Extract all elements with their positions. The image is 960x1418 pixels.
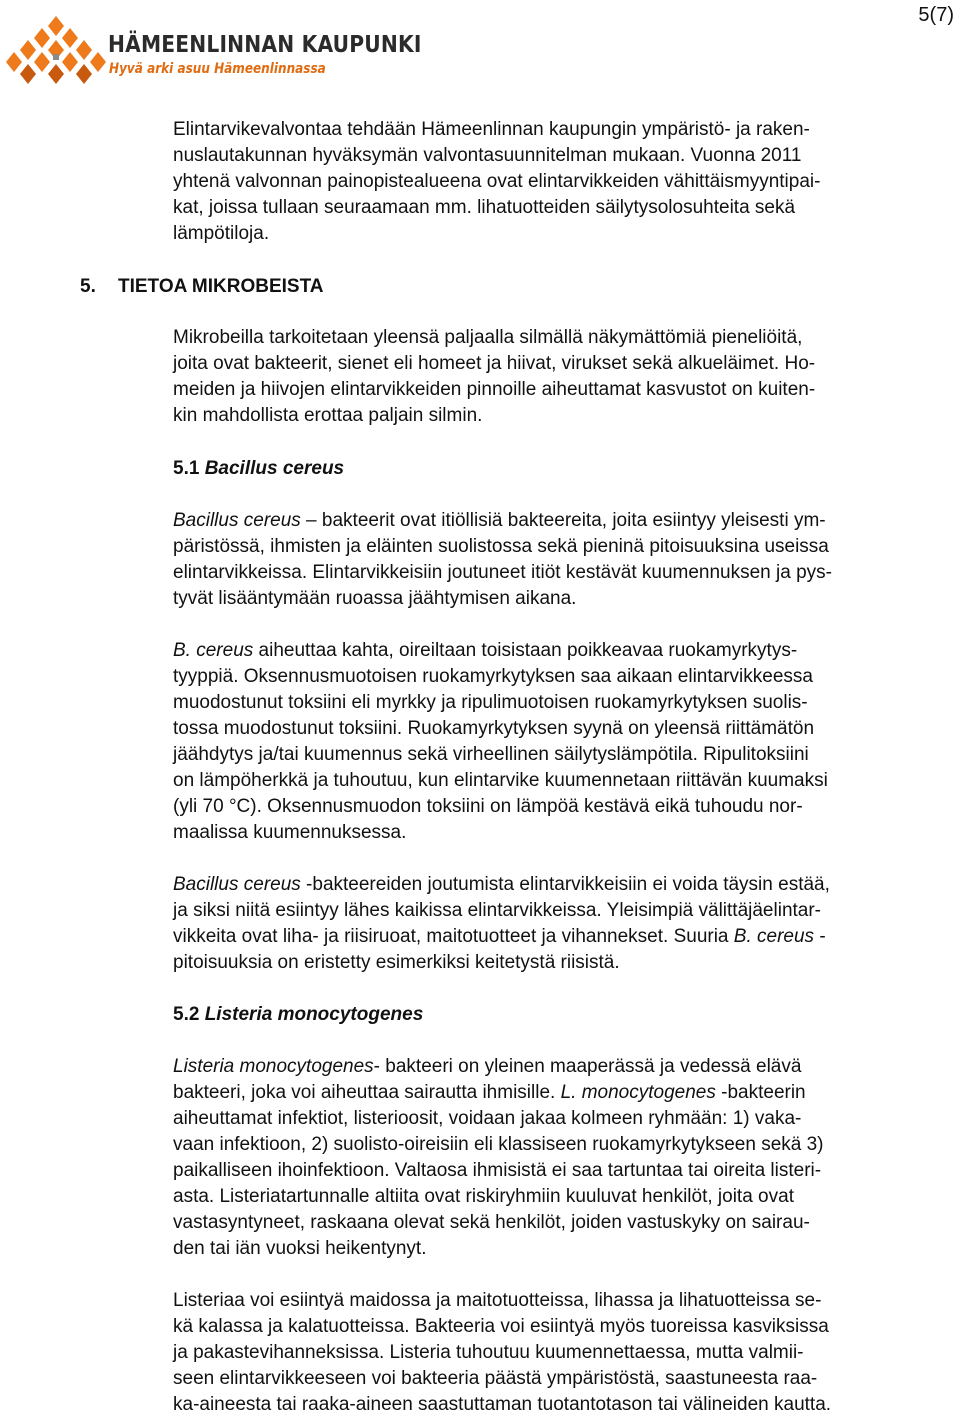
species-name: Listeria monocytogenes — [173, 1056, 374, 1077]
text-line: meiden ja hiivojen elintarvikkeiden pinnoille aiheuttamat kasvustot on kuiten- — [173, 379, 816, 400]
city-emblem-icon — [6, 14, 106, 86]
text-line: on lämpöherkkä ja tuhoutuu, kun elintarvike kuumennetaan riittävän kuumaksi — [173, 770, 828, 791]
text-span: -bakteereiden joutumista elintarvikkeisiin ei voida täysin estää, — [300, 874, 830, 895]
logo-title: HÄMEENLINNAN KAUPUNKI — [108, 32, 422, 58]
text-line: elintarvikkeissa. Elintarvikkeisiin joutuneet itiöt kestävät kuumennuksen ja pys- — [173, 562, 832, 583]
listeria-paragraph-2 — [173, 1288, 960, 1418]
text-line — [173, 872, 960, 898]
bacillus-paragraph-2 — [173, 638, 960, 846]
text-line — [173, 924, 960, 950]
text-line: Listeriaa voi esiintyä maidossa ja maitotuotteissa, lihassa ja lihatuotteissa se- — [173, 1290, 822, 1311]
text-line: aiheuttamat infektiot, listerioosit, voidaan jakaa kolmeen ryhmään: 1) vaka- — [173, 1108, 802, 1129]
text-span: bakteeri, joka voi aiheuttaa sairautta ihmisille. — [173, 1082, 561, 1103]
text-line — [173, 1080, 960, 1106]
text-line — [173, 638, 960, 664]
text-line: ka-aineesta tai raaka-aineen saastuttaman tuotantotason tai välineiden kautta. — [173, 1394, 832, 1415]
text-line: ja pakastevihanneksissa. Listeria tuhoutuu kuumennettaessa, mutta valmii- — [173, 1342, 804, 1363]
text-line: pitoisuuksia on eristetty esimerkiksi keitetystä riisistä. — [173, 952, 620, 973]
text-line: tossa muodostunut toksiini. Ruokamyrkytyksen syynä on yleensä riittämätön — [173, 718, 815, 739]
text-line: nuslautakunnan hyväksymän valvontasuunnitelman mukaan. Vuonna 2011 — [173, 145, 802, 166]
section-number: 5. — [80, 276, 96, 297]
text-line: asta. Listeriatartunnalle altiita ovat riskiryhmiin kuuluvat henkilöt, joita ovat — [173, 1186, 794, 1207]
text-line: lämpötiloja. — [173, 223, 270, 244]
bacillus-paragraph-1 — [173, 508, 960, 612]
logo-subtitle: Hyvä arki asuu Hämeenlinnassa — [109, 61, 326, 77]
text-line: vastasyntyneet, raskaana olevat sekä henkilöt, joiden vastuskyky on sairau- — [173, 1212, 810, 1233]
text-line: kä kalassa ja kalatuotteissa. Bakteeria voi esiintyä myös tuoreissa kasviksissa — [173, 1316, 829, 1337]
text-line: kat, joissa tullaan seuraamaan mm. lihatuotteiden säilytysolosuhteita sekä — [173, 197, 796, 218]
city-logo — [6, 14, 422, 86]
text-span: -bakteerin — [715, 1082, 806, 1103]
text-span: - bakteeri on yleinen maaperässä ja vedessä elävä — [373, 1056, 802, 1077]
species-name: Bacillus cereus — [173, 874, 301, 895]
section-number: 5.1 — [173, 458, 200, 479]
intro-paragraph — [173, 117, 960, 247]
section-heading-5-1 — [173, 456, 344, 482]
section-title: TIETOA MIKROBEISTA — [118, 276, 324, 297]
text-line: Elintarvikevalvontaa tehdään Hämeenlinnan kaupungin ympäristö- ja raken- — [173, 119, 810, 140]
text-line: vaan infektioon, 2) suolisto-oireisiin eli klassiseen ruokamyrkytykseen sekä 3) — [173, 1134, 824, 1155]
page-number: 5(7) — [918, 4, 954, 26]
species-name: B. cereus — [173, 640, 254, 661]
text-line: muodostunut toksiini eli myrkky ja ripulimuotoisen ruokamyrkytyksen suolis- — [173, 692, 808, 713]
text-line: jäähdytys ja/tai kuumennus sekä virheellinen säilytyslämpötila. Ripulitoksiini — [173, 744, 809, 765]
text-span: aiheuttaa kahta, oireiltaan toisistaan poikkeavaa ruokamyrkytys- — [253, 640, 798, 661]
text-span: - — [814, 926, 826, 947]
text-line: seen elintarvikkeeseen voi bakteeria päästä ympäristöstä, saastuneesta raa- — [173, 1368, 818, 1389]
text-line: Mikrobeilla tarkoitetaan yleensä paljaalla silmällä näkymättömiä pieneliöitä, — [173, 327, 803, 348]
text-line — [173, 1054, 960, 1080]
text-line: yhtenä valvonnan painopistealueena ovat elintarvikkeiden vähittäismyyntipai- — [173, 171, 821, 192]
section-number: 5.2 — [173, 1004, 200, 1025]
section-title: Bacillus cereus — [204, 458, 345, 479]
species-name: B. cereus — [733, 926, 815, 947]
section-heading-5-2 — [173, 1002, 423, 1028]
species-name: Bacillus cereus — [173, 510, 301, 531]
text-line: ja siksi niitä esiintyy lähes kaikissa elintarvikkeissa. Yleisimpiä välittäjäelintar- — [173, 900, 822, 921]
text-line: tyvät lisääntymään ruoassa jäähtymisen aikana. — [173, 588, 577, 609]
text-line: maalissa kuumennuksessa. — [173, 822, 407, 843]
text-line: paikalliseen ihoinfektioon. Valtaosa ihmisistä ei saa tartuntaa tai oireita listeri- — [173, 1160, 822, 1181]
section-heading-5 — [80, 274, 323, 300]
text-line: den tai iän vuoksi heikentynyt. — [173, 1238, 427, 1259]
text-span: – bakteerit ovat itiöllisiä bakteereita, joita esiintyy yleisesti ym- — [300, 510, 826, 531]
text-line — [173, 508, 960, 534]
text-span: vikkeita ovat liha- ja riisiruoat, maitotuotteet ja vihannekset. Suuria — [173, 926, 734, 947]
text-line: kin mahdollista erottaa paljain silmin. — [173, 405, 483, 426]
section-title: Listeria monocytogenes — [204, 1004, 424, 1025]
listeria-paragraph-1 — [173, 1054, 960, 1262]
species-name: L. monocytogenes — [560, 1082, 716, 1103]
text-line: tyyppiä. Oksennusmuotoisen ruokamyrkytyksen saa aikaan elintarvikkeessa — [173, 666, 813, 687]
text-line: joita ovat bakteerit, sienet eli homeet ja hiivat, virukset sekä alkueläimet. Ho- — [173, 353, 816, 374]
microbes-paragraph — [173, 325, 960, 429]
bacillus-paragraph-3 — [173, 872, 960, 976]
text-line: päristössä, ihmisten ja eläinten suolistossa sekä pieninä pitoisuuksina useissa — [173, 536, 829, 557]
text-line: (yli 70 °C). Oksennusmuodon toksiini on lämpöä kestävä eikä tuhoudu nor- — [173, 796, 803, 817]
